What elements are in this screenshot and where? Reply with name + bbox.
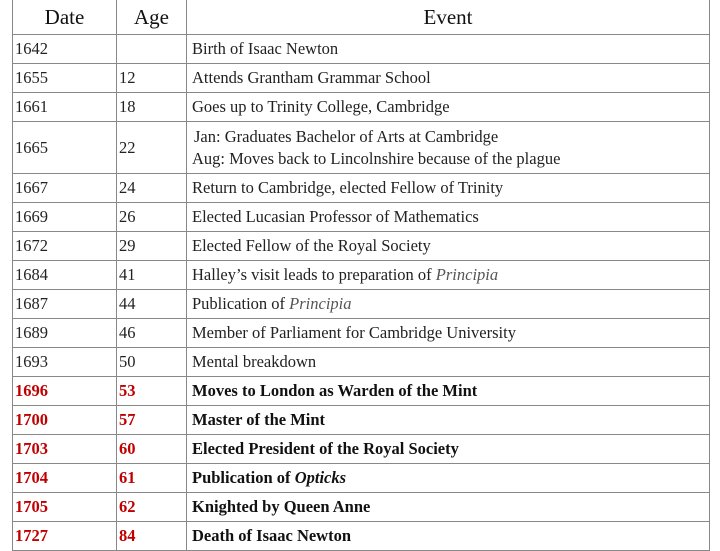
table-row (13, 203, 710, 232)
event-cell (187, 290, 710, 319)
highlighted-table-row (13, 522, 710, 551)
age-cell: 53 (117, 377, 187, 406)
event-line: Aug: Moves back to Lincolnshire because of the plague (192, 148, 561, 168)
event-cell: Elected Fellow of the Royal Society (187, 232, 710, 261)
event-cell: Elected President of the Royal Society (187, 435, 710, 464)
event-cell: Death of Isaac Newton (187, 522, 710, 551)
age-cell: 50 (117, 348, 187, 377)
highlighted-table-row (13, 493, 710, 522)
highlighted-table-row (13, 464, 710, 493)
age-cell: 24 (117, 174, 187, 203)
highlighted-table-row (13, 406, 710, 435)
table-row (13, 348, 710, 377)
age-cell: 22 (117, 122, 187, 174)
age-cell: 62 (117, 493, 187, 522)
highlighted-table-row (13, 435, 710, 464)
date-cell: 1693 (13, 348, 117, 377)
age-cell: 26 (117, 203, 187, 232)
date-cell: 1655 (13, 64, 117, 93)
age-cell: 41 (117, 261, 187, 290)
book-title: Principia (435, 265, 499, 284)
table-row (13, 319, 710, 348)
event-text: Halley’s visit leads to preparation of (192, 265, 436, 284)
event-cell: Goes up to Trinity College, Cambridge (187, 93, 710, 122)
event-cell: Master of the Mint (187, 406, 710, 435)
event-cell (187, 261, 710, 290)
date-cell: 1703 (13, 435, 117, 464)
age-cell: 12 (117, 64, 187, 93)
date-cell: 1704 (13, 464, 117, 493)
table-row (13, 122, 710, 174)
book-title: Opticks (294, 468, 347, 487)
event-cell: Attends Grantham Grammar School (187, 64, 710, 93)
event-line: Jan: Graduates Bachelor of Arts at Cambridge (194, 126, 499, 146)
age-cell: 84 (117, 522, 187, 551)
event-text: Publication of (192, 294, 290, 313)
event-text: Publication of (192, 468, 295, 487)
table-row (13, 290, 710, 319)
header-row (13, 0, 710, 35)
date-cell: 1667 (13, 174, 117, 203)
age-cell: 44 (117, 290, 187, 319)
age-cell: 57 (117, 406, 187, 435)
table-row (13, 64, 710, 93)
date-cell: 1705 (13, 493, 117, 522)
newton-timeline-table (12, 0, 710, 551)
age-cell: 46 (117, 319, 187, 348)
event-cell: Moves to London as Warden of the Mint (187, 377, 710, 406)
age-cell (117, 35, 187, 64)
book-title: Principia (289, 294, 352, 313)
event-cell: Member of Parliament for Cambridge University (187, 319, 710, 348)
table-row (13, 93, 710, 122)
table-row (13, 261, 710, 290)
date-cell: 1687 (13, 290, 117, 319)
event-cell: Birth of Isaac Newton (187, 35, 710, 64)
table-row (13, 232, 710, 261)
event-cell (187, 464, 710, 493)
age-cell: 29 (117, 232, 187, 261)
table-row (13, 35, 710, 64)
event-cell: Return to Cambridge, elected Fellow of Trinity (187, 174, 710, 203)
date-cell: 1689 (13, 319, 117, 348)
date-cell: 1669 (13, 203, 117, 232)
event-cell (187, 122, 710, 174)
event-column-header: Event (187, 0, 710, 35)
event-cell: Knighted by Queen Anne (187, 493, 710, 522)
table-row (13, 174, 710, 203)
age-cell: 61 (117, 464, 187, 493)
age-column-header: Age (117, 0, 187, 35)
date-cell: 1661 (13, 93, 117, 122)
date-cell: 1672 (13, 232, 117, 261)
date-cell: 1727 (13, 522, 117, 551)
highlighted-table-row (13, 377, 710, 406)
event-cell: Elected Lucasian Professor of Mathematics (187, 203, 710, 232)
age-cell: 60 (117, 435, 187, 464)
date-cell: 1684 (13, 261, 117, 290)
date-cell: 1696 (13, 377, 117, 406)
event-cell: Mental breakdown (187, 348, 710, 377)
date-cell: 1665 (13, 122, 117, 174)
age-cell: 18 (117, 93, 187, 122)
date-cell: 1642 (13, 35, 117, 64)
date-cell: 1700 (13, 406, 117, 435)
date-column-header: Date (13, 0, 117, 35)
